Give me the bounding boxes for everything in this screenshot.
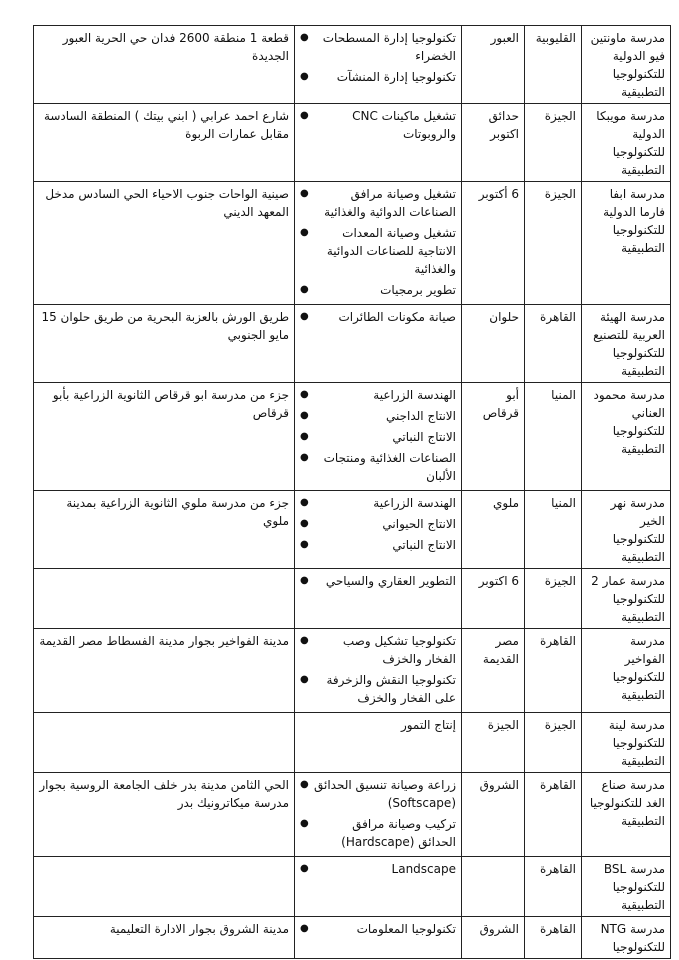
city: 6 أكتوبر [462, 182, 525, 305]
city: 6 اكتوبر [462, 569, 525, 629]
list-item: ● تكنولوجيا المعلومات [300, 922, 456, 936]
city: العبور [462, 26, 525, 104]
city: حلوان [462, 305, 525, 383]
list-item: ● الهندسة الزراعية [300, 496, 456, 510]
bullet-icon: ● [300, 674, 309, 685]
school-name: مدرسة الفواخير للتكنولوجيا التطبيقية [582, 629, 671, 713]
school-name: مدرسة ماونتين فيو الدولية للتكنولوجيا التطبيقية [582, 26, 671, 104]
school-name: مدرسة مويبكا الدولية للتكنولوجيا التطبيقية [582, 104, 671, 182]
bullet-icon: ● [300, 635, 309, 646]
list-item: ● تكنولوجيا إدارة المسطحات الخضراء [300, 31, 456, 63]
location: جزء من مدرسة ابو قرقاص الثانوية الزراعية بأبو قرقاص [34, 383, 295, 491]
specializations [295, 491, 462, 569]
bullet-icon: ● [300, 863, 309, 874]
city [462, 857, 525, 917]
table-row [34, 917, 671, 959]
list-item: ● صيانة مكونات الطائرات [300, 310, 456, 324]
specializations [295, 713, 462, 773]
school-name: مدرسة نهر الخير للتكنولوجيا التطبيقية [582, 491, 671, 569]
schools-table [33, 25, 671, 959]
school-name: مدرسة لينة للتكنولوجيا التطبيقية [582, 713, 671, 773]
location: قطعة 1 منطقة 2600 فدان حي الحرية العبور الجديدة [34, 26, 295, 104]
bullet-icon: ● [300, 284, 309, 295]
specializations [295, 917, 462, 959]
specializations [295, 305, 462, 383]
location: الحي الثامن مدينة بدر خلف الجامعة الروسية بجوار مدرسة ميكاترونيك بدر [34, 773, 295, 857]
school-name: مدرسة عمار 2 للتكنولوجيا التطبيقية [582, 569, 671, 629]
specializations [295, 857, 462, 917]
school-name: مدرسة صناع الغد للتكنولوجيا التطبيقية [582, 773, 671, 857]
school-name: مدرسة الهيئة العربية للتصنيع للتكنولوجيا التطبيقية [582, 305, 671, 383]
specializations [295, 383, 462, 491]
bullet-icon: ● [300, 497, 309, 508]
table-row [34, 713, 671, 773]
bullet-icon: ● [300, 188, 309, 199]
table-row [34, 305, 671, 383]
specializations [295, 773, 462, 857]
bullet-icon: ● [300, 71, 309, 82]
bullet-icon: ● [300, 227, 309, 238]
list-item: ● تطوير برمجيات [300, 283, 456, 297]
city: ملوي [462, 491, 525, 569]
governorate: القاهرة [525, 305, 582, 383]
governorate: المنيا [525, 491, 582, 569]
location [34, 569, 295, 629]
list-item: ● Landscape [300, 862, 456, 876]
table-row [34, 491, 671, 569]
bullet-icon: ● [300, 518, 309, 529]
bullet-icon: ● [300, 32, 309, 43]
location: مدينة الشروق بجوار الادارة التعليمية [34, 917, 295, 959]
list-item: ● الصناعات الغذائية ومنتجات الألبان [300, 451, 456, 483]
list-item: ● الهندسة الزراعية [300, 388, 456, 402]
list-item: ● تكنولوجيا تشكيل وصب الفخار والخزف [300, 634, 456, 666]
list-item: ● تشغيل ماكينات CNC والروبوتات [300, 109, 456, 141]
bullet-icon: ● [300, 431, 309, 442]
bullet-icon: ● [300, 389, 309, 400]
table-row [34, 773, 671, 857]
bullet-icon: ● [300, 311, 309, 322]
bullet-icon: ● [300, 110, 309, 121]
governorate: الجيزة [525, 182, 582, 305]
governorate: الجيزة [525, 104, 582, 182]
location [34, 857, 295, 917]
list-item: ● الانتاج النباتي [300, 430, 456, 444]
location [34, 713, 295, 773]
specializations [295, 629, 462, 713]
school-name: مدرسة NTG للتكنولوجيا [582, 917, 671, 959]
list-item: ● زراعة وصيانة تنسيق الحدائق (Softscape) [300, 778, 456, 810]
governorate: القليوبية [525, 26, 582, 104]
specializations [295, 104, 462, 182]
governorate: الجيزة [525, 569, 582, 629]
location: صينية الواحات جنوب الاحياء الحي السادس مدخل المعهد الديني [34, 182, 295, 305]
location: طريق الورش بالعزبة البحرية من طريق حلوان 15 مايو الجنوبي [34, 305, 295, 383]
city: حدائق اكتوبر [462, 104, 525, 182]
list-item: ● تكنولوجيا إدارة المنشآت [300, 70, 456, 84]
table-row [34, 104, 671, 182]
governorate: القاهرة [525, 629, 582, 713]
table-row [34, 629, 671, 713]
school-name: مدرسة محمود العناني للتكنولوجيا التطبيقية [582, 383, 671, 491]
table-row [34, 182, 671, 305]
bullet-icon: ● [300, 923, 309, 934]
list-item: ● تشغيل وصيانة المعدات الانتاجية للصناعات الدوائية والغذائية [300, 226, 456, 276]
list-item: ● التطوير العقاري والسياحي [300, 574, 456, 588]
list-item: ● تركيب وصيانة مرافق الحدائق (Hardscape) [300, 817, 456, 849]
list-item: إنتاج التمور [400, 718, 456, 732]
specializations [295, 26, 462, 104]
location: مدينة الفواخير بجوار مدينة الفسطاط مصر القديمة [34, 629, 295, 713]
governorate: القاهرة [525, 773, 582, 857]
bullet-icon: ● [300, 779, 309, 790]
governorate: القاهرة [525, 917, 582, 959]
bullet-icon: ● [300, 539, 309, 550]
city: الشروق [462, 917, 525, 959]
list-item: ● الانتاج الداجني [300, 409, 456, 423]
bullet-icon: ● [300, 818, 309, 829]
location: شارع احمد عرابي ( ابني بيتك ) المنطقة السادسة مقابل عمارات الربوة [34, 104, 295, 182]
specializations [295, 569, 462, 629]
table-row [34, 26, 671, 104]
table-row [34, 857, 671, 917]
city: الشروق [462, 773, 525, 857]
city: الجيزة [462, 713, 525, 773]
specializations [295, 182, 462, 305]
bullet-icon: ● [300, 575, 309, 586]
table-row [34, 569, 671, 629]
table-row [34, 383, 671, 491]
school-name: مدرسة BSL للتكنولوجيا التطبيقية [582, 857, 671, 917]
list-item: ● تشغيل وصيانة مرافق الصناعات الدوائية والغذائية [300, 187, 456, 219]
governorate: المنيا [525, 383, 582, 491]
list-item: ● تكنولوجيا النقش والزخرفة على الفخار والخزف [300, 673, 456, 705]
list-item: ● الانتاج الحيواني [300, 517, 456, 531]
city: أبو قرقاص [462, 383, 525, 491]
city: مصر القديمة [462, 629, 525, 713]
location: جزء من مدرسة ملوي الثانوية الزراعية بمدينة ملوي [34, 491, 295, 569]
bullet-icon: ● [300, 410, 309, 421]
governorate: الجيزة [525, 713, 582, 773]
bullet-icon: ● [300, 452, 309, 463]
governorate: القاهرة [525, 857, 582, 917]
school-name: مدرسة ابفا فارما الدولية للتكنولوجيا التطبيقية [582, 182, 671, 305]
list-item: ● الانتاج النباتي [300, 538, 456, 552]
